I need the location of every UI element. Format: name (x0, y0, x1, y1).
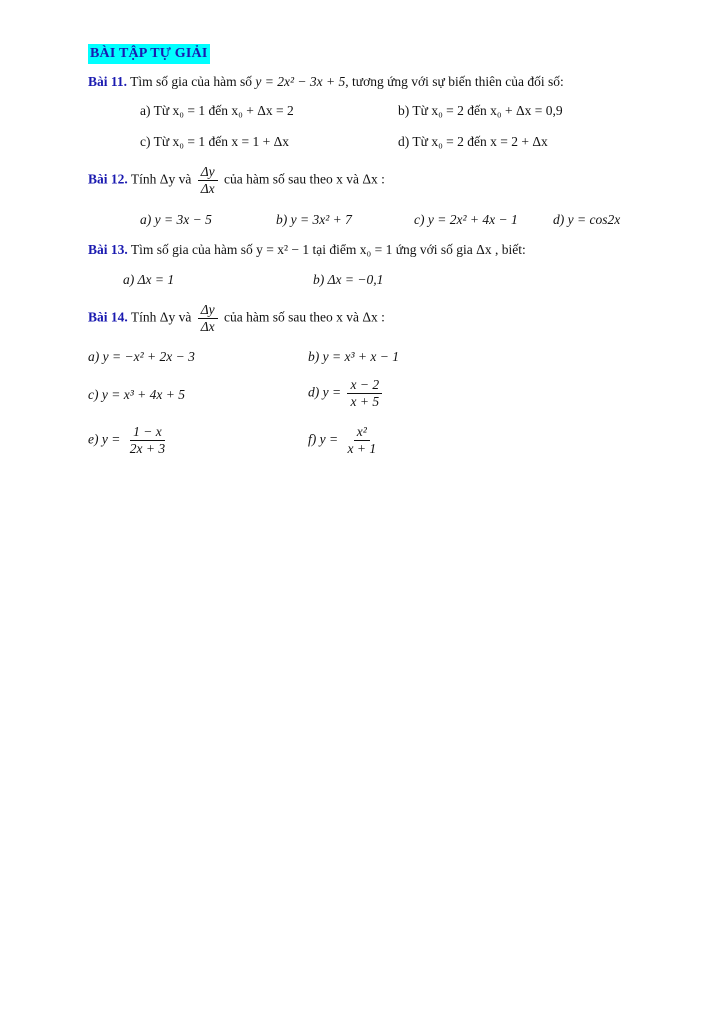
exercise-14-part-a: a) y = −x² + 2x − 3 (88, 349, 195, 364)
exercise-11-label: Bài 11. (88, 74, 128, 89)
exercise-14-part-f-prefix: f) y = (308, 431, 339, 447)
exercise-13-label: Bài 13. (88, 242, 128, 257)
exercise-14-fraction-den: Δx (200, 319, 215, 334)
exercise-14-part-e (88, 424, 171, 457)
exercise-14-part-f-fraction (344, 424, 379, 457)
exercise-14-part-d-den: x + 5 (350, 394, 380, 409)
exercise-14-part-e-fraction (127, 424, 168, 457)
exercise-12-fraction (198, 164, 218, 197)
section-heading: BÀI TẬP TỰ GIẢI (88, 44, 210, 64)
exercise-13-part-a: a) Δx = 1 (123, 272, 175, 287)
exercise-12-part-d: d) y = cos2x (553, 212, 621, 227)
exercise-12-fraction-num: Δy (198, 164, 218, 181)
exercise-14-part-d-prefix: d) y = (308, 384, 342, 400)
exercise-11-prompt (88, 73, 564, 91)
exercise-14-prompt (88, 302, 385, 335)
exercise-12-part-a: a) y = 3x − 5 (140, 212, 212, 227)
exercise-14-fraction-num: Δy (198, 302, 218, 319)
exercise-14-part-d (308, 377, 385, 410)
exercise-12-part-c: c) y = 2x² + 4x − 1 (414, 212, 518, 227)
exercise-12-fraction-den: Δx (200, 181, 215, 196)
exercise-14-part-e-num: 1 − x (130, 424, 165, 441)
exercise-14-part-e-den: 2x + 3 (129, 441, 166, 456)
exercise-14-part-d-num: x − 2 (347, 377, 382, 394)
exercise-12-text: Tính Δy và (130, 171, 192, 187)
exercise-11-text: Tìm số gia của hàm số (130, 74, 253, 89)
exercise-14-part-d-fraction (347, 377, 382, 410)
exercise-11-function: y = 2x² − 3x + 5 (255, 74, 346, 89)
exercise-11-text-tail: , tương ứng với sự biến thiên của đối số: (345, 74, 564, 89)
exercise-14-label: Bài 14. (88, 309, 128, 325)
exercise-11-part-a: a) Từ x₀ = 1 đến x₀ + Δx = 2 (140, 103, 294, 118)
exercise-13-text: Tìm số gia của hàm số y = x² − 1 tại điểm x₀ = 1 ứng với số gia Δx , biết: (130, 242, 526, 257)
exercise-13-prompt (88, 241, 526, 259)
exercise-14-fraction (198, 302, 218, 335)
exercise-14-text-tail: của hàm số sau theo x và Δx : (224, 309, 385, 325)
exercise-11-part-c: c) Từ x₀ = 1 đến x = 1 + Δx (140, 134, 290, 149)
exercise-11-part-d: d) Từ x₀ = 2 đến x = 2 + Δx (398, 134, 548, 149)
exercise-14-part-f (308, 424, 382, 457)
exercise-14-part-b: b) y = x³ + x − 1 (308, 349, 399, 364)
exercise-14-text: Tính Δy và (130, 309, 192, 325)
exercise-11-part-b: b) Từ x₀ = 2 đến x₀ + Δx = 0,9 (398, 103, 563, 118)
exercise-14-part-f-den: x + 1 (347, 441, 377, 456)
exercise-14-part-f-num: x² (354, 424, 370, 441)
exercise-14-part-c: c) y = x³ + 4x + 5 (88, 387, 185, 402)
exercise-14-part-e-prefix: e) y = (88, 431, 121, 447)
exercise-12-label: Bài 12. (88, 171, 128, 187)
exercise-12-text-tail: của hàm số sau theo x và Δx : (224, 171, 385, 187)
exercise-13-part-b: b) Δx = −0,1 (313, 272, 384, 287)
exercise-12-part-b: b) y = 3x² + 7 (276, 212, 352, 227)
exercise-12-prompt (88, 164, 385, 197)
